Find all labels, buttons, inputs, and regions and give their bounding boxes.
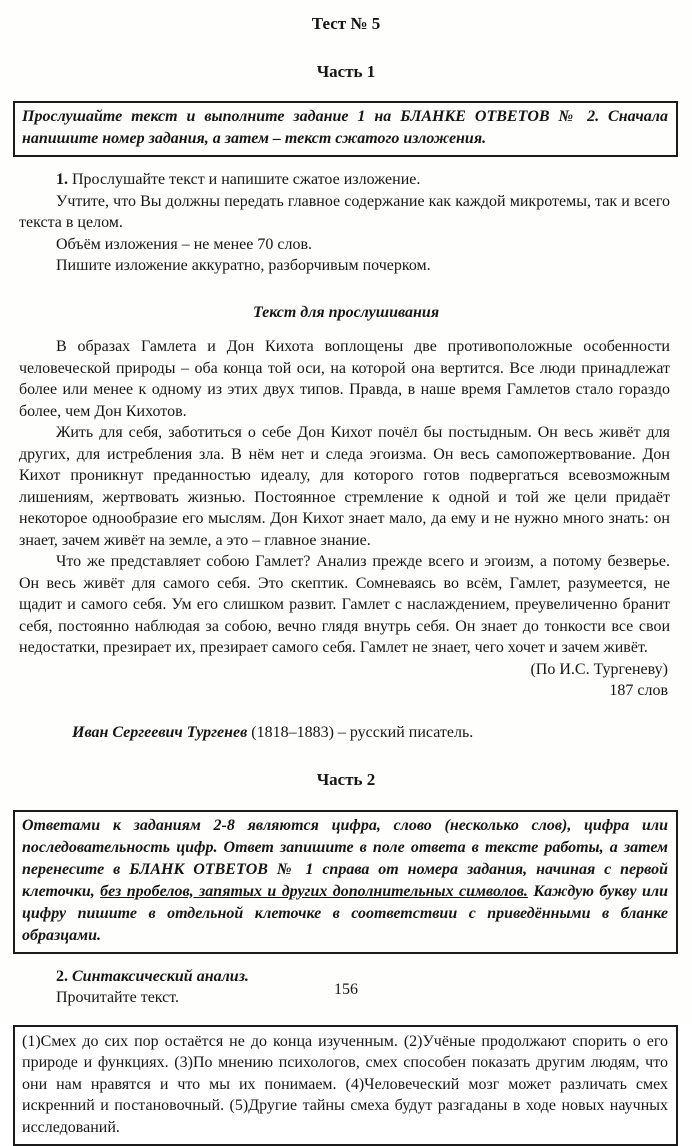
test-title: Тест № 5 bbox=[0, 0, 692, 35]
task1-block bbox=[19, 169, 670, 277]
task1-intro-line bbox=[19, 169, 670, 191]
part2-instruction-box bbox=[13, 810, 678, 954]
part1-instruction-text: Прослушайте текст и выполните задание 1 на БЛАНКЕ ОТВЕТОВ № 2. Сначала напишите номер задания, а затем – текст сжатого изложения. bbox=[22, 108, 668, 147]
task1-number: 1. bbox=[56, 171, 68, 188]
listening-paragraph-2: Жить для себя, заботиться о себе Дон Кихот почёл бы постыдным. Он весь живёт для других, для истребления зла. В нём нет и следа эгоизма. Он весь самопожертвование. Дон Кихот проникнут преданностью идеалу, для которого готов подвергаться всевозможным лишениям, жертвовать жизнью. Постоянное стремление к одной и той же цели придаёт некоторое однообразие его мыслям. Дон Кихот знает мало, да ему и не нужно много знать: он знает, зачем живёт на земле, а это – главное знание. bbox=[19, 422, 670, 551]
part1-heading: Часть 1 bbox=[0, 61, 692, 83]
part2-heading: Часть 2 bbox=[0, 769, 692, 791]
part2-instruction-underlined: без пробелов, запятых и других дополнительных символов. bbox=[100, 883, 528, 900]
author-name: Иван Сергеевич Тургенев bbox=[72, 724, 247, 741]
task2-title: Синтаксический анализ. bbox=[68, 968, 249, 985]
word-count: 187 слов bbox=[19, 680, 668, 702]
author-note bbox=[19, 722, 670, 744]
part2-instruction-before: Ответами к заданиям 2-8 являются цифра, слово (несколько слов), цифра или последовательность цифр. Ответ запишите в поле ответа в тексте работы, а затем перенесите в БЛАНК ОТВЕТОВ № 1 справа от номера задания, начиная с первой клеточки, bbox=[22, 817, 668, 900]
listening-text-body bbox=[19, 336, 670, 659]
task2-text-box bbox=[13, 1025, 678, 1146]
author-note-rest: (1818–1883) – русский писатель. bbox=[247, 724, 473, 741]
listening-paragraph-3: Что же представляет собою Гамлет? Анализ прежде всего и эгоизм, а потому безверье. Он весь живёт для самого себя. Это скептик. Сомневаясь во всём, Гамлет, разумеется, не щадит и самого себя. Ум его слишком развит. Гамлет с наслаждением, преувеличенно бранит себя, постоянно наблюдая за собою, вечно глядя внутрь себя. Он знает до тонкости все свои недостатки, презирает их, презирает самого себя. Гамлет не знает, чего хочет и зачем живёт. bbox=[19, 551, 670, 659]
task2-number: 2. bbox=[56, 968, 68, 985]
task1-volume-line: Объём изложения – не менее 70 слов. bbox=[19, 234, 670, 256]
attribution: (По И.С. Тургеневу) bbox=[19, 659, 668, 681]
part1-instruction-box bbox=[13, 101, 678, 157]
task2-subtitle: Прочитайте текст. bbox=[19, 987, 670, 1009]
page-number: 156 bbox=[0, 979, 692, 1001]
part2-instruction-after: Каждую букву или цифру пишите в отдельной клеточке в соответствии с приведёнными в бланке образцами. bbox=[22, 883, 668, 944]
listening-text-heading: Текст для прослушивания bbox=[0, 302, 692, 324]
listening-paragraph-1: В образах Гамлета и Дон Кихота воплощены две противоположные особенности человеческой природы – оба конца той оси, на которой она вертится. Все люди принадлежат более или менее к одному из этих двух типов. Правда, в наше время Гамлетов стало гораздо более, чем Дон Кихотов. bbox=[19, 336, 670, 422]
task1-note-line: Учтите, что Вы должны передать главное содержание как каждой микротемы, так и всего текста в целом. bbox=[19, 191, 670, 234]
task1-handwriting-line: Пишите изложение аккуратно, разборчивым почерком. bbox=[19, 255, 670, 277]
task1-intro-text: Прослушайте текст и напишите сжатое изложение. bbox=[68, 171, 420, 188]
task2-text: (1)Смех до сих пор остаётся не до конца изученным. (2)Учёные продолжают спорить о его природе и функциях. (3)По мнению психологов, смех способен показать другим людям, что они нам нравятся и что мы их понимаем. (4)Человеческий мозг может различать смех искренний и постановочный. (5)Другие тайны смеха будут разгаданы в ходе новых научных исследований. bbox=[22, 1033, 668, 1136]
